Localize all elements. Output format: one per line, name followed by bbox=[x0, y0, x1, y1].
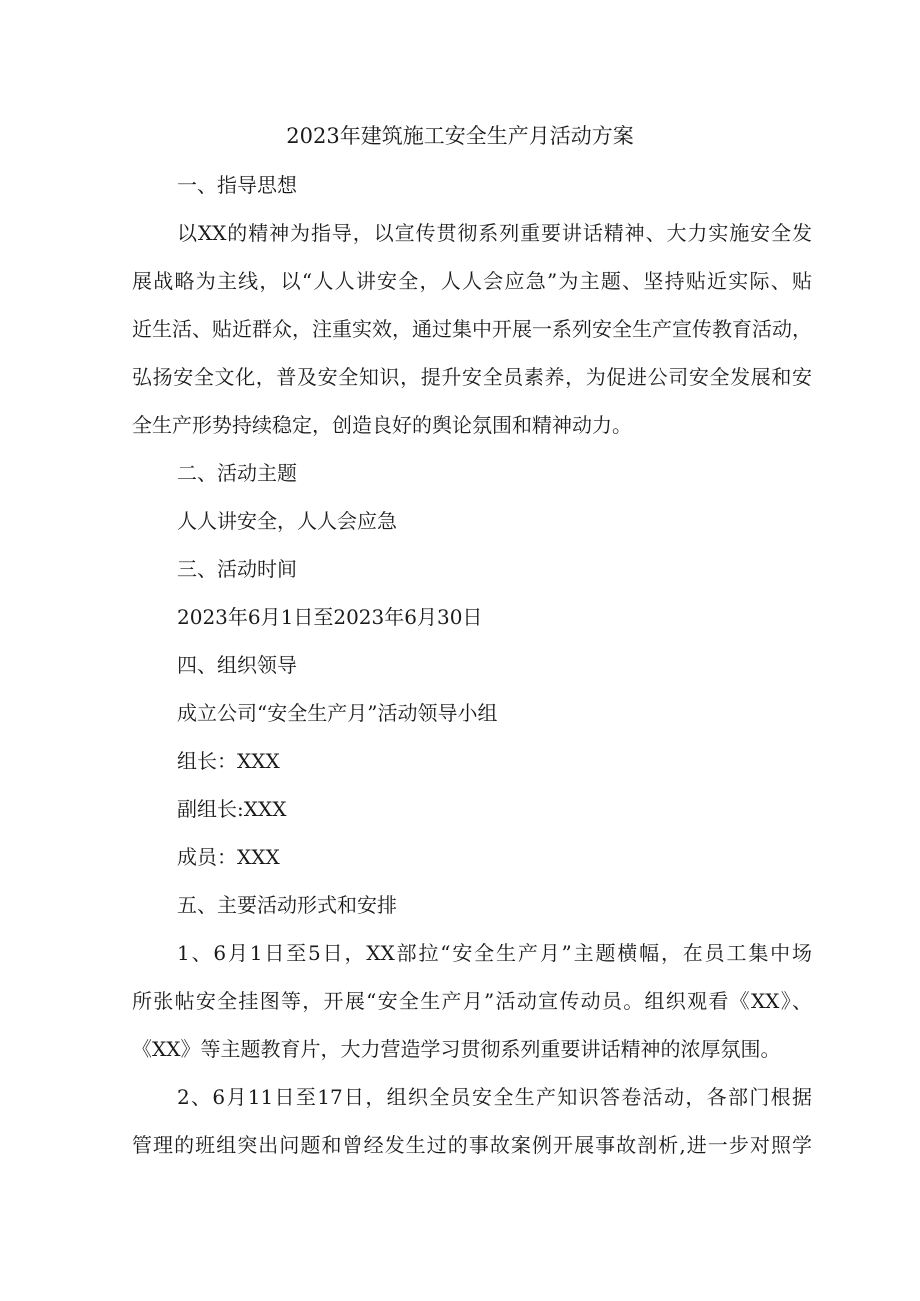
theme-text: 人人讲安全，人人会应急 bbox=[177, 509, 397, 533]
deputy-leader-text: 副组长:XXX bbox=[177, 797, 287, 821]
section-heading-guiding-thought: 一、指导思想 bbox=[177, 173, 297, 197]
members-text: 成员：XXX bbox=[177, 845, 280, 869]
paragraph-line: 弘扬安全文化，普及安全知识，提升安全员素养，为促进公司安全发展和安 bbox=[132, 365, 812, 389]
section-heading-time: 三、活动时间 bbox=[177, 557, 297, 581]
paragraph-line: 《XX》等主题教育片，大力营造学习贯彻系列重要讲话精神的浓厚氛围。 bbox=[132, 1037, 781, 1061]
section-heading-theme: 二、活动主题 bbox=[177, 461, 297, 485]
paragraph-line: 管理的班组突出问题和曾经发生过的事故案例开展事故剖析,进一步对照学 bbox=[132, 1133, 812, 1157]
section-heading-leadership: 四、组织领导 bbox=[177, 653, 297, 677]
paragraph-line: 全生产形势持续稳定，创造良好的舆论氛围和精神动力。 bbox=[132, 413, 632, 437]
paragraph-line: 近生活、贴近群众，注重实效，通过集中开展一系列安全生产宣传教育活动， bbox=[132, 317, 812, 341]
section-heading-activities: 五、主要活动形式和安排 bbox=[177, 893, 397, 917]
leadership-text: 成立公司“安全生产月”活动领导小组 bbox=[177, 701, 498, 725]
paragraph-line: 2、6月11日至17日，组织全员安全生产知识答卷活动，各部门根据 bbox=[177, 1085, 812, 1109]
paragraph-line: 以XX的精神为指导，以宣传贯彻系列重要讲话精神、大力实施安全发 bbox=[177, 221, 812, 245]
leader-text: 组长：XXX bbox=[177, 749, 280, 773]
activity-time-text: 2023年6月1日至2023年6月30日 bbox=[177, 605, 483, 629]
paragraph-line: 所张帖安全挂图等，开展“安全生产月”活动宣传动员。组织观看《XX》、 bbox=[132, 989, 812, 1013]
document-title: 2023年建筑施工安全生产月活动方案 bbox=[286, 124, 634, 148]
paragraph-line: 展战略为主线，以“人人讲安全，人人会应急”为主题、坚持贴近实际、贴 bbox=[132, 269, 812, 293]
paragraph-line: 1、6月1日至5日，XX部拉“安全生产月”主题横幅，在员工集中场 bbox=[177, 941, 812, 965]
